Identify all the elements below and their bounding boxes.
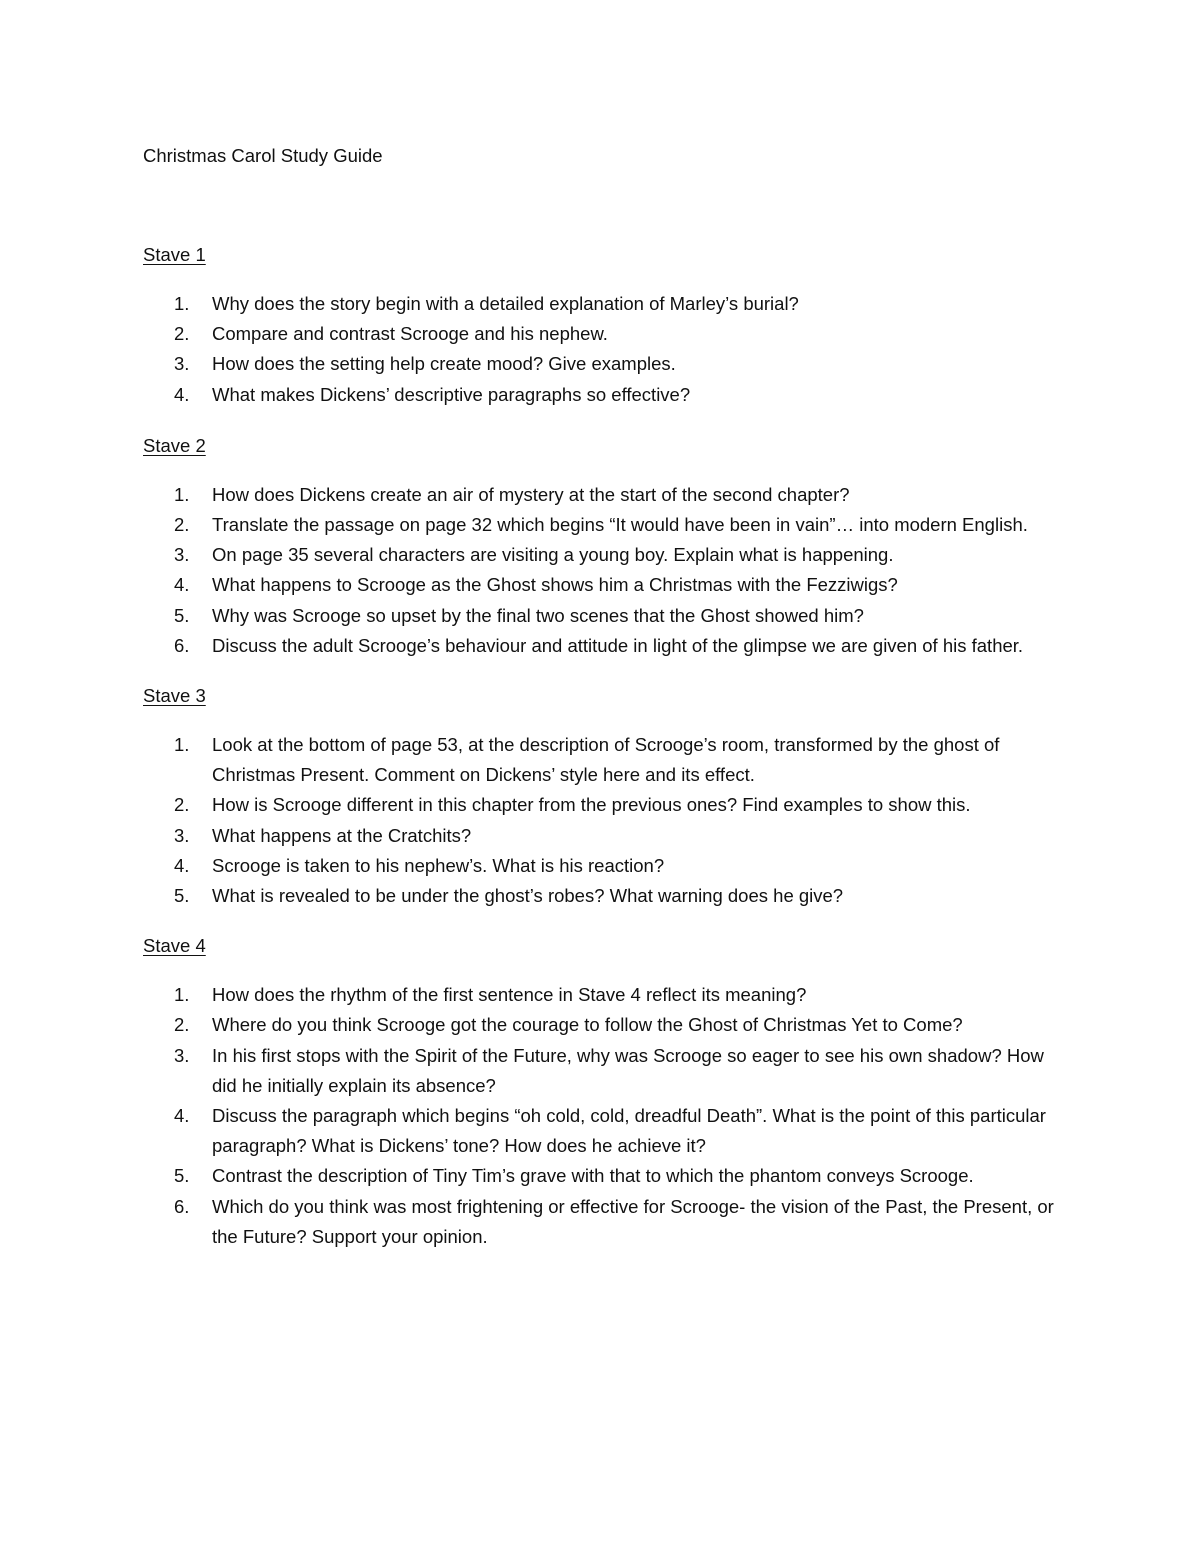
question-item xyxy=(143,821,1073,851)
question-item xyxy=(143,380,1073,410)
question-list xyxy=(143,480,1073,661)
question-text: Translate the passage on page 32 which begins “It would have been in vain”… into modern English. xyxy=(212,514,1028,536)
question-item xyxy=(143,319,1073,349)
question-item xyxy=(143,1192,1073,1252)
question-number: 4. xyxy=(174,383,190,405)
question-text: How does Dickens create an air of mystery at the start of the second chapter? xyxy=(212,483,850,505)
question-item xyxy=(143,881,1073,911)
question-number: 6. xyxy=(174,1195,190,1217)
question-text: Discuss the paragraph which begins “oh cold, cold, dreadful Death”. What is the point of this particular paragraph? What is Dickens’ tone? How does he achieve it? xyxy=(212,1105,1046,1157)
question-item xyxy=(143,631,1073,661)
question-item xyxy=(143,980,1073,1010)
question-number: 1. xyxy=(174,483,190,505)
question-text: In his first stops with the Spirit of the Future, why was Scrooge so eager to see his own shadow? How did he initially explain its absence? xyxy=(212,1044,1044,1096)
question-text: How is Scrooge different in this chapter from the previous ones? Find examples to show this. xyxy=(212,794,971,816)
question-text: What is revealed to be under the ghost’s robes? What warning does he give? xyxy=(212,885,844,907)
question-text: Discuss the adult Scrooge’s behaviour and attitude in light of the glimpse we are given of his father. xyxy=(212,634,1024,656)
question-item xyxy=(143,480,1073,510)
question-item xyxy=(143,790,1073,820)
question-item xyxy=(143,510,1073,540)
question-number: 4. xyxy=(174,574,190,596)
question-number: 6. xyxy=(174,634,190,656)
question-list xyxy=(143,730,1073,911)
stave-heading: Stave 4 xyxy=(143,935,206,957)
question-item xyxy=(143,349,1073,379)
question-number: 4. xyxy=(174,854,190,876)
question-number: 2. xyxy=(174,794,190,816)
question-number: 3. xyxy=(174,1044,190,1066)
stave-section-2 xyxy=(143,432,1073,661)
question-number: 1. xyxy=(174,293,190,314)
question-text: Look at the bottom of page 53, at the description of Scrooge’s room, transformed by the ghost of Christmas Present. Comment on Dickens’ style here and its effect. xyxy=(212,734,1000,786)
question-number: 3. xyxy=(174,824,190,846)
question-item xyxy=(143,730,1073,790)
question-text: Which do you think was most frightening or effective for Scrooge- the vision of the Past, the Present, or the Future? Support your opinion. xyxy=(212,1195,1054,1247)
question-item xyxy=(143,601,1073,631)
document-title: Christmas Carol Study Guide xyxy=(143,145,383,166)
question-number: 2. xyxy=(174,514,190,536)
stave-heading: Stave 3 xyxy=(143,685,206,707)
question-text: What happens to Scrooge as the Ghost shows him a Christmas with the Fezziwigs? xyxy=(212,574,898,596)
question-item xyxy=(143,851,1073,881)
question-item xyxy=(143,1101,1073,1161)
question-list xyxy=(143,289,1073,410)
question-number: 1. xyxy=(174,734,190,756)
question-item xyxy=(143,289,1073,319)
question-item xyxy=(143,1161,1073,1191)
question-number: 5. xyxy=(174,885,190,907)
question-number: 5. xyxy=(174,1165,190,1187)
question-text: Where do you think Scrooge got the courage to follow the Ghost of Christmas Yet to Come? xyxy=(212,1014,963,1036)
document-body xyxy=(143,142,1073,1252)
sections-container xyxy=(143,241,1073,1252)
question-number: 2. xyxy=(174,1014,190,1036)
question-number: 4. xyxy=(174,1105,190,1127)
stave-section-3 xyxy=(143,682,1073,911)
stave-section-4 xyxy=(143,932,1073,1252)
question-text: Why was Scrooge so upset by the final two scenes that the Ghost showed him? xyxy=(212,604,864,626)
question-item xyxy=(143,1010,1073,1040)
question-text: Contrast the description of Tiny Tim’s grave with that to which the phantom conveys Scrooge. xyxy=(212,1165,974,1187)
stave-heading: Stave 2 xyxy=(143,434,206,456)
stave-heading: Stave 1 xyxy=(143,244,206,265)
question-item xyxy=(143,1041,1073,1101)
question-number: 5. xyxy=(174,604,190,626)
stave-section-1 xyxy=(143,241,1073,410)
question-text: Why does the story begin with a detailed explanation of Marley’s burial? xyxy=(212,293,799,314)
question-number: 3. xyxy=(174,353,190,375)
question-item xyxy=(143,540,1073,570)
question-text: What happens at the Cratchits? xyxy=(212,824,472,846)
question-text: On page 35 several characters are visiting a young boy. Explain what is happening. xyxy=(212,544,894,566)
question-number: 3. xyxy=(174,544,190,566)
question-number: 1. xyxy=(174,984,190,1006)
question-item xyxy=(143,570,1073,600)
question-text: What makes Dickens’ descriptive paragraphs so effective? xyxy=(212,383,691,405)
question-text: How does the rhythm of the first sentence in Stave 4 reflect its meaning? xyxy=(212,984,807,1006)
question-number: 2. xyxy=(174,323,190,345)
question-text: Scrooge is taken to his nephew’s. What is his reaction? xyxy=(212,854,665,876)
question-text: How does the setting help create mood? Give examples. xyxy=(212,353,676,375)
question-list xyxy=(143,980,1073,1252)
question-text: Compare and contrast Scrooge and his nephew. xyxy=(212,323,608,345)
